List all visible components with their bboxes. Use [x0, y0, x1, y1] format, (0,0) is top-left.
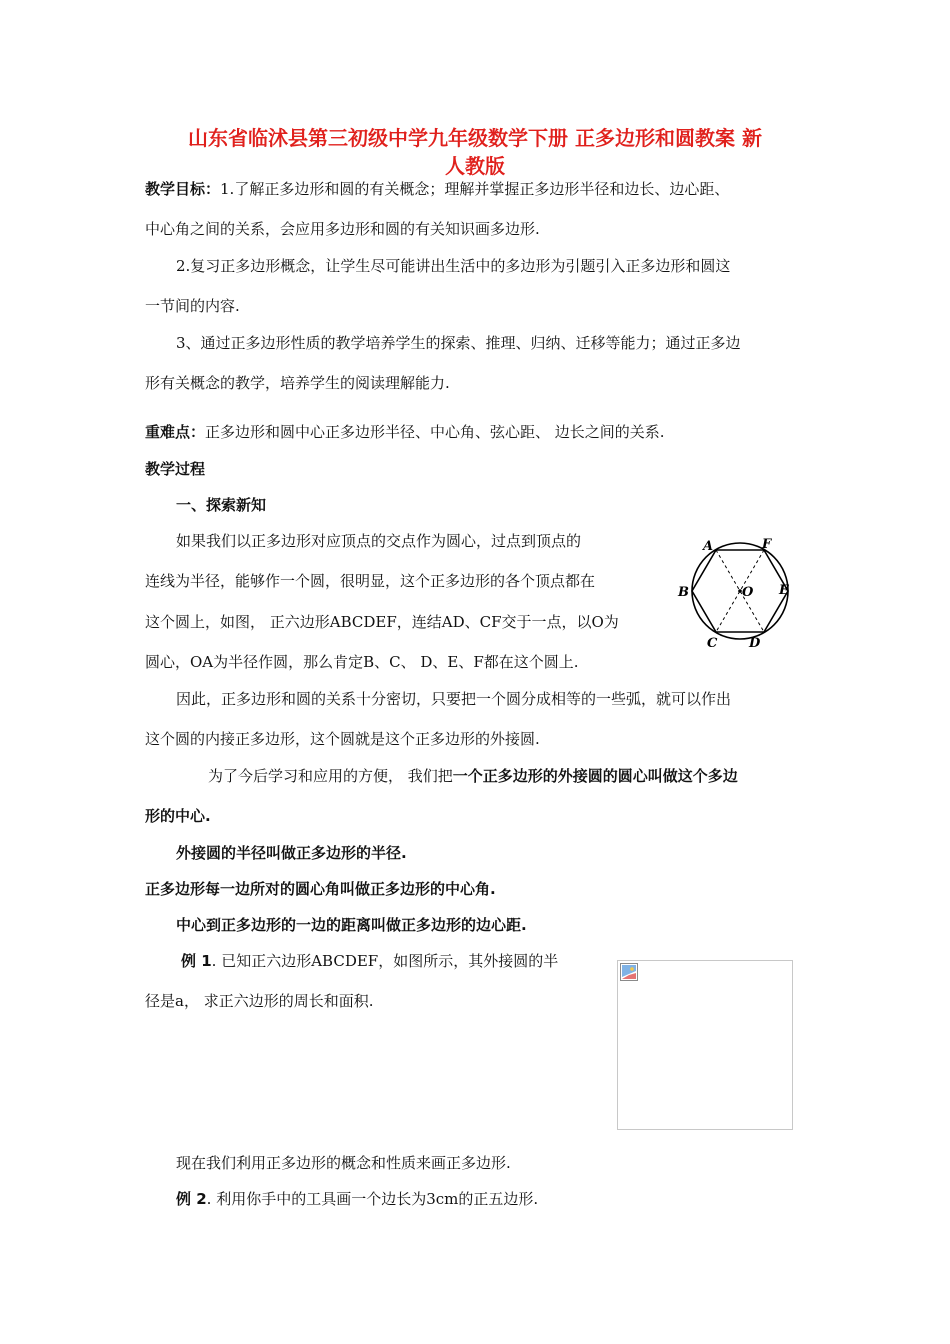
- label-d: D: [749, 636, 761, 651]
- goals-p1b: 中心角之间的关系，会应用多边形和圆的有关知识画多边形.: [145, 220, 540, 238]
- example-2: [176, 1188, 538, 1210]
- para1-line-2: 连线为半径，能够作一个圆，很明显，这个正多边形的各个顶点都在: [145, 572, 596, 590]
- definition-radius: 外接圆的半径叫做正多边形的半径.: [176, 844, 407, 862]
- image-placeholder: [617, 960, 793, 1130]
- para1-line-4: 圆心，OA为半径作圆，那么肯定B、C、 D、E、F都在这个圆上.: [145, 653, 579, 671]
- para3-normal: 为了今后学习和应用的方便， 我们把: [208, 767, 453, 785]
- example-2-label: 例 2: [176, 1190, 207, 1208]
- example-1-line-1: [181, 950, 558, 972]
- para3-line-2: 形的中心.: [145, 807, 211, 825]
- goals-p1a: 1.了解正多边形和圆的有关概念；理解并掌握正多边形半径和边长、边心距、: [220, 180, 730, 198]
- goals-label: 教学目标：: [145, 180, 221, 198]
- broken-image-icon: [620, 963, 638, 981]
- label-b: B: [678, 585, 689, 600]
- hexagon-figure: [672, 533, 798, 653]
- para3-bold: 一个正多边形的外接圆的圆心叫做这个多边: [452, 767, 738, 785]
- para1-line-1: 如果我们以正多边形对应顶点的交点作为圆心，过点到顶点的: [176, 532, 582, 550]
- label-f: F: [762, 537, 772, 552]
- goals-p3a: 3、通过正多边形性质的教学培养学生的探索、推理、归纳、迁移等能力；通过正多边: [176, 334, 741, 352]
- section-1-heading: 一、探索新知: [176, 496, 267, 514]
- goals-p3b: 形有关概念的教学，培养学生的阅读理解能力.: [145, 374, 450, 392]
- para2-line-2: 这个圆的内接正多边形，这个圆就是这个正多边形的外接圆.: [145, 730, 540, 748]
- document-title: [140, 124, 810, 180]
- example-1-line-2: 径是a， 求正六边形的周长和面积.: [145, 992, 374, 1010]
- goals-p2b: 一节间的内容.: [145, 297, 240, 315]
- process-heading: 教学过程: [145, 460, 206, 478]
- key-points: [145, 421, 665, 443]
- label-a: A: [703, 539, 714, 554]
- label-e: E: [779, 583, 789, 598]
- para3-line-1: [208, 765, 738, 787]
- goals-line-1: [145, 178, 729, 200]
- definition-apothem: 中心到正多边形的一边的距离叫做正多边形的边心距.: [176, 916, 527, 934]
- para2-line-1: 因此，正多边形和圆的关系十分密切，只要把一个圆分成相等的一些弧，就可以作出: [176, 690, 732, 708]
- label-c: C: [707, 636, 718, 651]
- para1-line-3: 这个圆上，如图， 正六边形ABCDEF，连结AD、CF交于一点，以O为: [145, 613, 619, 631]
- drawing-intro: 现在我们利用正多边形的概念和性质来画正多边形.: [176, 1154, 511, 1172]
- key-text: 正多边形和圆中心正多边形半径、中心角、弦心距、 边长之间的关系.: [205, 423, 665, 441]
- example-2-text: . 利用你手中的工具画一个边长为3cm的正五边形.: [206, 1190, 539, 1208]
- definition-central-angle: 正多边形每一边所对的圆心角叫做正多边形的中心角.: [145, 880, 496, 898]
- title-line-1: 山东省临沭县第三初级中学九年级数学下册 正多边形和圆教案 新: [188, 126, 762, 150]
- key-label: 重难点：: [145, 423, 206, 441]
- example-1-text: . 已知正六边形ABCDEF，如图所示，其外接圆的半: [211, 952, 559, 970]
- example-1-label: 例 1: [181, 952, 212, 970]
- title-line-2: 人教版: [445, 154, 505, 178]
- label-o: O: [742, 585, 754, 600]
- goals-p2a: 2.复习正多边形概念，让学生尽可能讲出生活中的多边形为引题引入正多边形和圆这: [176, 257, 731, 275]
